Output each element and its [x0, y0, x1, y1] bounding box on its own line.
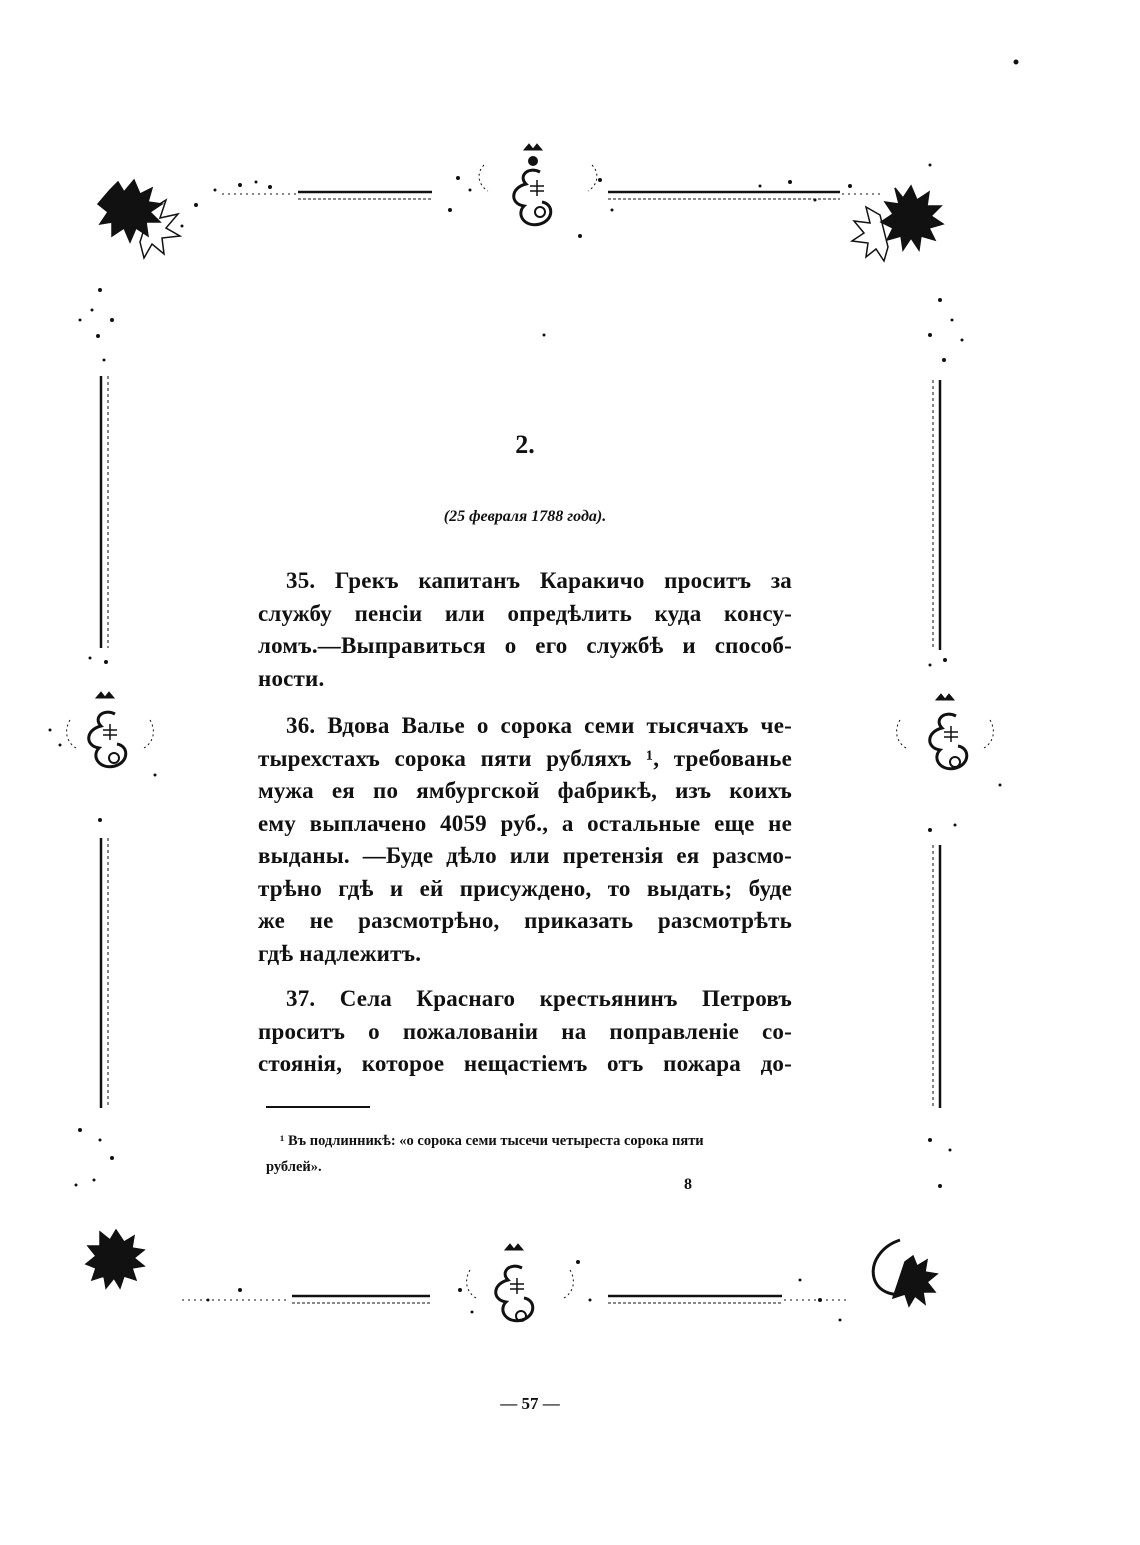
- section-number: 2.: [515, 430, 535, 459]
- corner-ornament-top-left: [98, 180, 180, 258]
- paragraph-line: тырехстахъ сорока пяти рубляхъ ¹, требованье: [258, 745, 792, 771]
- page-number: — 57 —: [500, 1394, 560, 1413]
- paragraph-line: службу пенсіи или опредѣлить куда консу-: [258, 600, 792, 626]
- paragraph-line: же не разсмотрѣно, приказать разсмотрѣть: [258, 908, 792, 933]
- paragraph-36: [258, 710, 792, 970]
- paragraph-line: 36. Вдова Валье о сорока семи тысячахъ че-: [286, 713, 792, 738]
- footnote-rule: [266, 1106, 370, 1108]
- paragraph-line: ломъ.—Выправиться о его службѣ и способ-: [258, 633, 792, 658]
- paragraph-line: трѣно гдѣ и ей присуждено, то выдать; буде: [258, 875, 792, 901]
- paragraph-line: 35. Грекъ капитанъ Каракичо проситъ за: [286, 568, 792, 593]
- paragraph-37: [258, 983, 792, 1081]
- paragraph-line: выданы. —Буде дѣло или претензія ея разсмо-: [258, 843, 792, 868]
- paragraph-35: [258, 565, 792, 695]
- paragraph-line: 37. Села Краснаго крестьянинъ Петровъ: [286, 986, 792, 1011]
- paragraph-line: ему выплачено 4059 руб., а остальные еще не: [258, 810, 792, 836]
- footnote-line: рублей».: [266, 1159, 322, 1175]
- corner-ornament-bottom-right: [873, 1240, 937, 1306]
- footnote: [266, 1128, 806, 1180]
- corner-ornament-top-right: [852, 186, 943, 261]
- paragraph-line: стоянія, которое нещастіемъ отъ пожара до-: [258, 1051, 792, 1076]
- monogram-top: [479, 144, 597, 225]
- section-date: (25 февраля 1788 года).: [443, 508, 607, 525]
- footnote-line: ¹ Въ подлинникѣ: «о сорока семи тысечи четыреста сорока пяти: [280, 1133, 704, 1149]
- monogram-right: [897, 694, 994, 769]
- paragraph-line: ности.: [258, 665, 325, 691]
- paragraph-line: мужа ея по ямбургской фабрикѣ, изъ коихъ: [258, 778, 792, 803]
- signature-mark: 8: [684, 1176, 692, 1193]
- paragraph-line: гдѣ надлежитъ.: [258, 940, 422, 966]
- paragraph-line: проситъ о пожалованіи на поправленіе со-: [258, 1018, 792, 1044]
- monogram-bottom: [467, 1244, 574, 1321]
- monogram-left: [67, 692, 154, 767]
- corner-ornament-bottom-left: [86, 1230, 144, 1288]
